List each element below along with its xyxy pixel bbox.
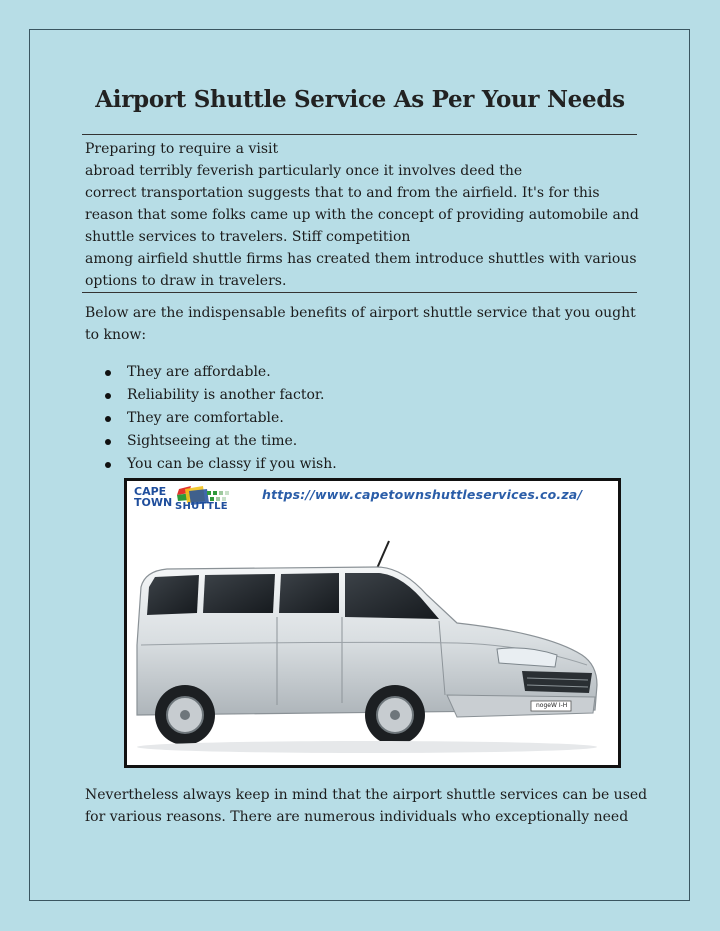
bullet-icon: [105, 439, 111, 445]
intro-line: options to draw in travelers.: [85, 273, 287, 289]
closing-line: for various reasons. There are numerous individuals who exceptionally need: [85, 809, 629, 825]
intro-line: shuttle services to travelers. Stiff competition: [85, 229, 411, 245]
intro-line: Preparing to require a visit: [85, 141, 279, 157]
closing-paragraph: [85, 784, 647, 828]
logo-line-1: CAPE: [134, 485, 167, 498]
list-item-text: You can be classy if you wish.: [127, 456, 337, 472]
middle-divider: [82, 292, 637, 293]
bullet-icon: [105, 416, 111, 422]
intro-line: abroad terribly feverish particularly once it involves deed the: [85, 163, 523, 179]
logo-line-2: TOWN: [134, 496, 173, 509]
van-icon: [127, 525, 618, 765]
bullet-icon: [105, 462, 111, 468]
closing-line: Nevertheless always keep in mind that the airport shuttle services can be used: [85, 787, 648, 803]
intro-paragraph: [85, 138, 639, 292]
benefits-list: [105, 361, 337, 476]
list-item-text: They are affordable.: [127, 364, 271, 380]
list-item-text: Sightseeing at the time.: [127, 433, 298, 449]
shuttle-van-image: [124, 478, 621, 768]
benefits-intro-line: to know:: [85, 327, 147, 343]
list-item: [105, 361, 337, 384]
intro-line: reason that some folks came up with the concept of providing automobile and: [85, 207, 639, 223]
logo-line-3: SHUTTLE: [175, 501, 228, 512]
page-title: Airport Shuttle Service As Per Your Needs: [95, 86, 625, 113]
list-item-text: Reliability is another factor.: [127, 387, 325, 403]
website-url: https://www.capetownshuttleservices.co.za/: [262, 487, 583, 502]
license-plate: nogeW I-H: [536, 702, 568, 709]
list-item: [105, 384, 337, 407]
top-divider: [82, 134, 637, 135]
list-item: [105, 407, 337, 430]
list-item: [105, 453, 337, 476]
benefits-intro: [85, 302, 636, 346]
benefits-intro-line: Below are the indispensable benefits of airport shuttle service that you ought: [85, 305, 636, 321]
bullet-icon: [105, 370, 111, 376]
intro-line: among airfield shuttle firms has created them introduce shuttles with various: [85, 251, 637, 267]
list-item-text: They are comfortable.: [127, 410, 284, 426]
bullet-icon: [105, 393, 111, 399]
intro-line: correct transportation suggests that to and from the airfield. It's for this: [85, 185, 600, 201]
list-item: [105, 430, 337, 453]
